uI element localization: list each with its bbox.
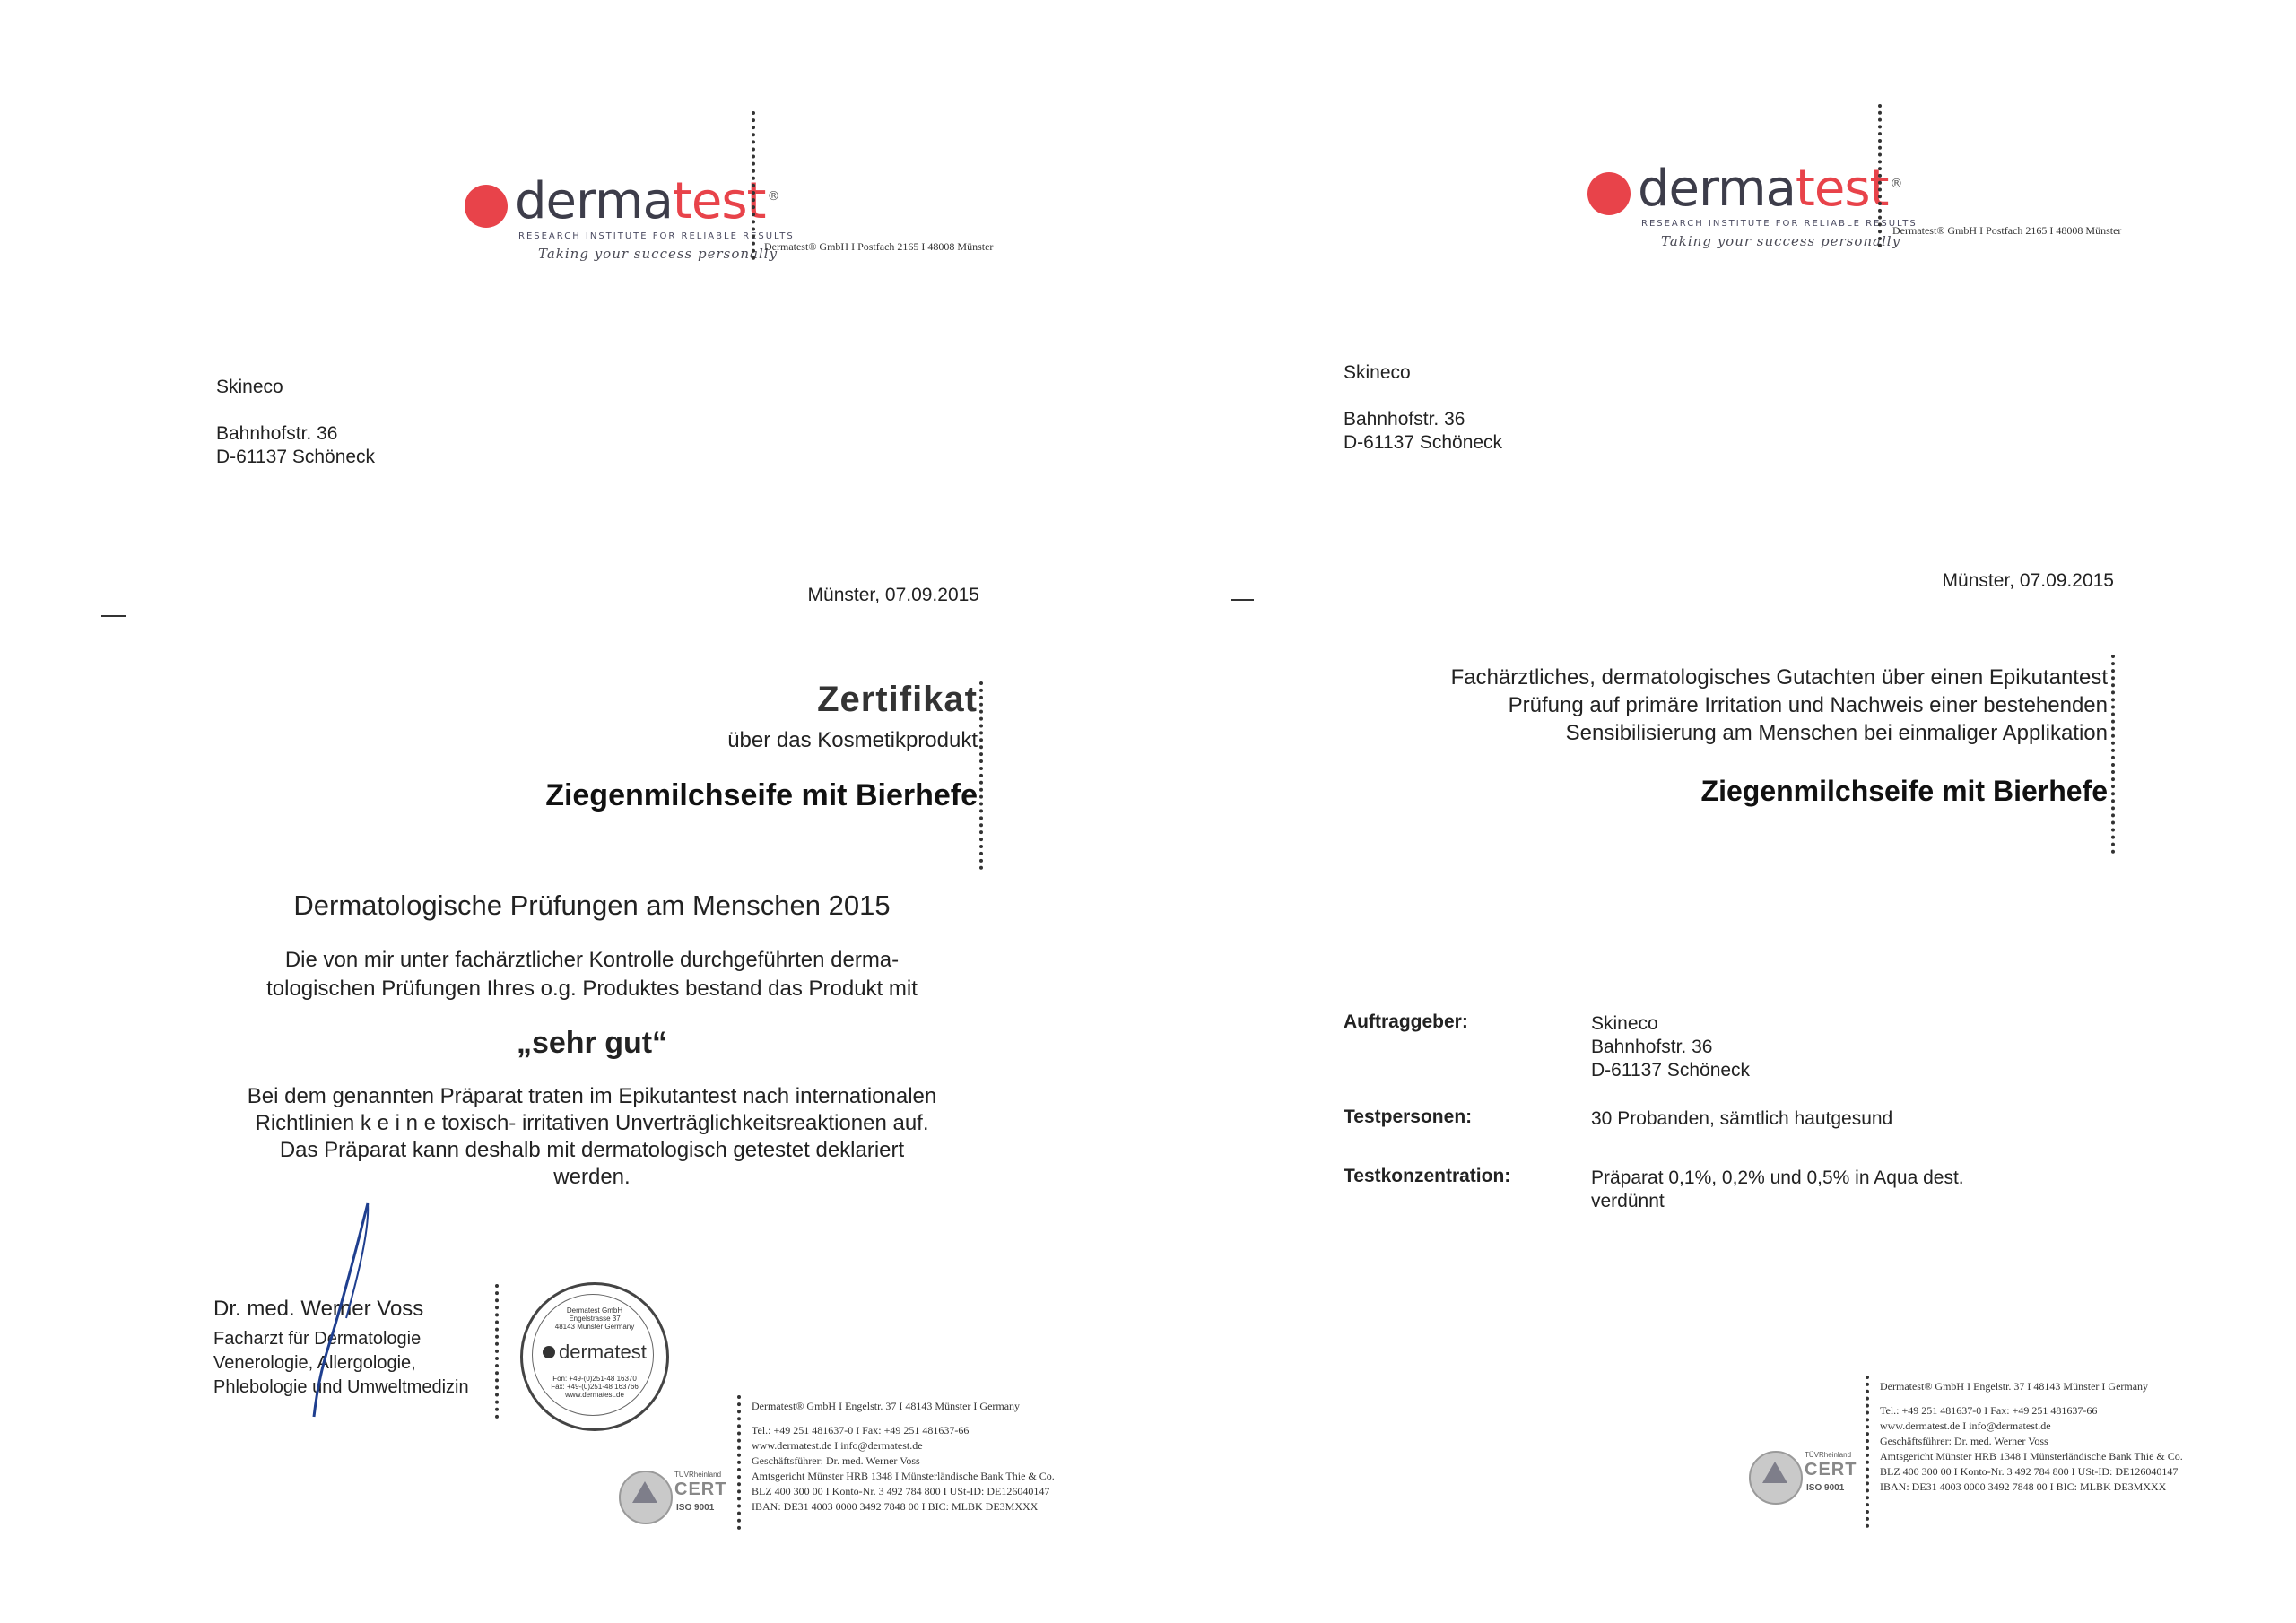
report-title-line-2: Prüfung auf primäre Irritation und Nachweis einer bestehenden	[1508, 693, 2108, 717]
signature-divider	[495, 1284, 499, 1419]
tuv-triangle-icon	[1762, 1462, 1787, 1483]
header-postal-address: Dermatest® GmbH I Postfach 2165 I 48008 Münster	[764, 240, 994, 253]
title-divider	[2111, 655, 2115, 854]
footer-address: Dermatest® GmbH I Engelstr. 37 I 48143 Münster I Germany Tel.: +49 251 481637-0 I Fax: +49 251 481637-66 www.dermatest.de I info@dermatest.de Geschäftsführer: Dr. med. Werner Voss Amtsgericht Münster HRB 1348 I Münsterländische Bank Thie & Co. BLZ 400 300 00 I Konto-Nr. 3 492 784 800 I USt-ID: DE126040147 IBAN: DE31 4003 0000 3492 7848 00 I BIC: MLBK DE3MXXX	[1880, 1380, 2183, 1493]
test-concentration-label: Testkonzentration:	[1344, 1166, 1511, 1186]
header-postal-address: Dermatest® GmbH I Postfach 2165 I 48008 Münster	[1892, 224, 2122, 237]
stamp-dot-icon	[543, 1346, 555, 1358]
result-line-3: Das Präparat kann deshalb mit dermatologisch getestet deklariert	[279, 1138, 905, 1162]
signer-title-3: Phlebologie und Umweltmedizin	[213, 1377, 469, 1397]
test-concentration-value-2: verdünnt	[1591, 1191, 1665, 1211]
client-city: D-61137 Schöneck	[1591, 1060, 1751, 1081]
logo-wordmark: dermatest ®	[1638, 160, 1902, 218]
intro-line-1: Die von mir unter fachärztlicher Kontrolle durchgeführten derma-	[284, 948, 900, 972]
header-divider	[752, 111, 755, 260]
letter-date: Münster, 07.09.2015	[1942, 570, 2114, 591]
report-title-line-1: Fachärztliches, dermatologisches Gutachten über einen Epikutantest	[1450, 665, 2108, 690]
test-persons-label: Testpersonen:	[1344, 1107, 1473, 1127]
client-name: Skineco	[1591, 1013, 1658, 1034]
client-label: Auftraggeber:	[1344, 1011, 1468, 1032]
recipient-name: Skineco	[216, 377, 283, 397]
header-divider	[1878, 104, 1882, 247]
client-street: Bahnhofstr. 36	[1591, 1037, 1713, 1057]
logo-wordmark: dermatest ®	[515, 172, 779, 230]
title-divider	[979, 681, 983, 870]
result-line-2: Richtlinien k e i n e toxisch- irritativen Unverträglichkeitsreaktionen auf.	[255, 1111, 929, 1135]
result-line-4: werden.	[553, 1165, 631, 1189]
report-title-line-3: Sensibilisierung am Menschen bei einmaliger Applikation	[1565, 721, 2108, 745]
logo-slogan: Taking your success personally	[1661, 233, 1901, 249]
tuv-cert-badge: TÜVRheinland CERT ISO 9001	[1749, 1449, 1866, 1503]
footer-divider	[737, 1395, 741, 1530]
company-stamp: Dermatest GmbH Engelstrasse 37 48143 Münster Germany dermatest Fon: +49-(0)251-48 16370 Fax: +49-(0)251-48 163766 www.dermatest.de	[520, 1282, 669, 1431]
recipient-city: D-61137 Schöneck	[216, 447, 376, 467]
result-line-1: Bei dem genannten Präparat traten im Epikutantest nach internationalen	[247, 1084, 937, 1108]
logo-slogan: Taking your success personally	[538, 246, 778, 262]
signer-name: Dr. med. Werner Voss	[213, 1297, 424, 1321]
report-page	[1130, 0, 2278, 1623]
rating: „sehr gut“	[516, 1026, 668, 1060]
tuv-triangle-icon	[632, 1481, 657, 1503]
logo-dot-icon	[465, 185, 508, 228]
certificate-title: Zertifikat	[817, 680, 978, 719]
logo-dot-icon	[1587, 172, 1631, 215]
intro-line-2: tologischen Prüfungen Ihres o.g. Produktes bestand das Produkt mit	[266, 976, 918, 1001]
test-heading: Dermatologische Prüfungen am Menschen 2015	[293, 890, 891, 921]
test-persons-value: 30 Probanden, sämtlich hautgesund	[1591, 1108, 1893, 1129]
letter-date: Münster, 07.09.2015	[807, 585, 979, 605]
recipient-street: Bahnhofstr. 36	[1344, 409, 1465, 430]
recipient-name: Skineco	[1344, 362, 1411, 383]
footer-divider	[1866, 1376, 1869, 1528]
handwritten-signature	[287, 1193, 386, 1435]
test-concentration-value-1: Präparat 0,1%, 0,2% und 0,5% in Aqua dest.	[1591, 1167, 1964, 1188]
tuv-cert-badge: TÜVRheinland CERT ISO 9001	[619, 1469, 735, 1523]
product-name: Ziegenmilchseife mit Bierhefe	[545, 778, 978, 812]
certificate-subtitle: über das Kosmetikprodukt	[727, 728, 978, 752]
recipient-street: Bahnhofstr. 36	[216, 423, 338, 444]
recipient-city: D-61137 Schöneck	[1344, 432, 1503, 453]
footer-address: Dermatest® GmbH I Engelstr. 37 I 48143 Münster I Germany Tel.: +49 251 481637-0 I Fax: +49 251 481637-66 www.dermatest.de I info@dermatest.de Geschäftsführer: Dr. med. Werner Voss Amtsgericht Münster HRB 1348 I Münsterländische Bank Thie & Co. BLZ 400 300 00 I Konto-Nr. 3 492 784 800 I USt-ID: DE126040147 IBAN: DE31 4003 0000 3492 7848 00 I BIC: MLBK DE3MXXX	[752, 1400, 1055, 1513]
signer-title-2: Venerologie, Allergologie,	[213, 1353, 416, 1373]
fold-mark	[1231, 599, 1254, 601]
logo-tagline: RESEARCH INSTITUTE FOR RELIABLE RESULTS	[518, 231, 795, 241]
signer-title-1: Facharzt für Dermatologie	[213, 1329, 422, 1349]
logo-tagline: RESEARCH INSTITUTE FOR RELIABLE RESULTS	[1641, 219, 1918, 229]
product-name: Ziegenmilchseife mit Bierhefe	[1700, 775, 2108, 807]
fold-mark	[101, 615, 126, 617]
